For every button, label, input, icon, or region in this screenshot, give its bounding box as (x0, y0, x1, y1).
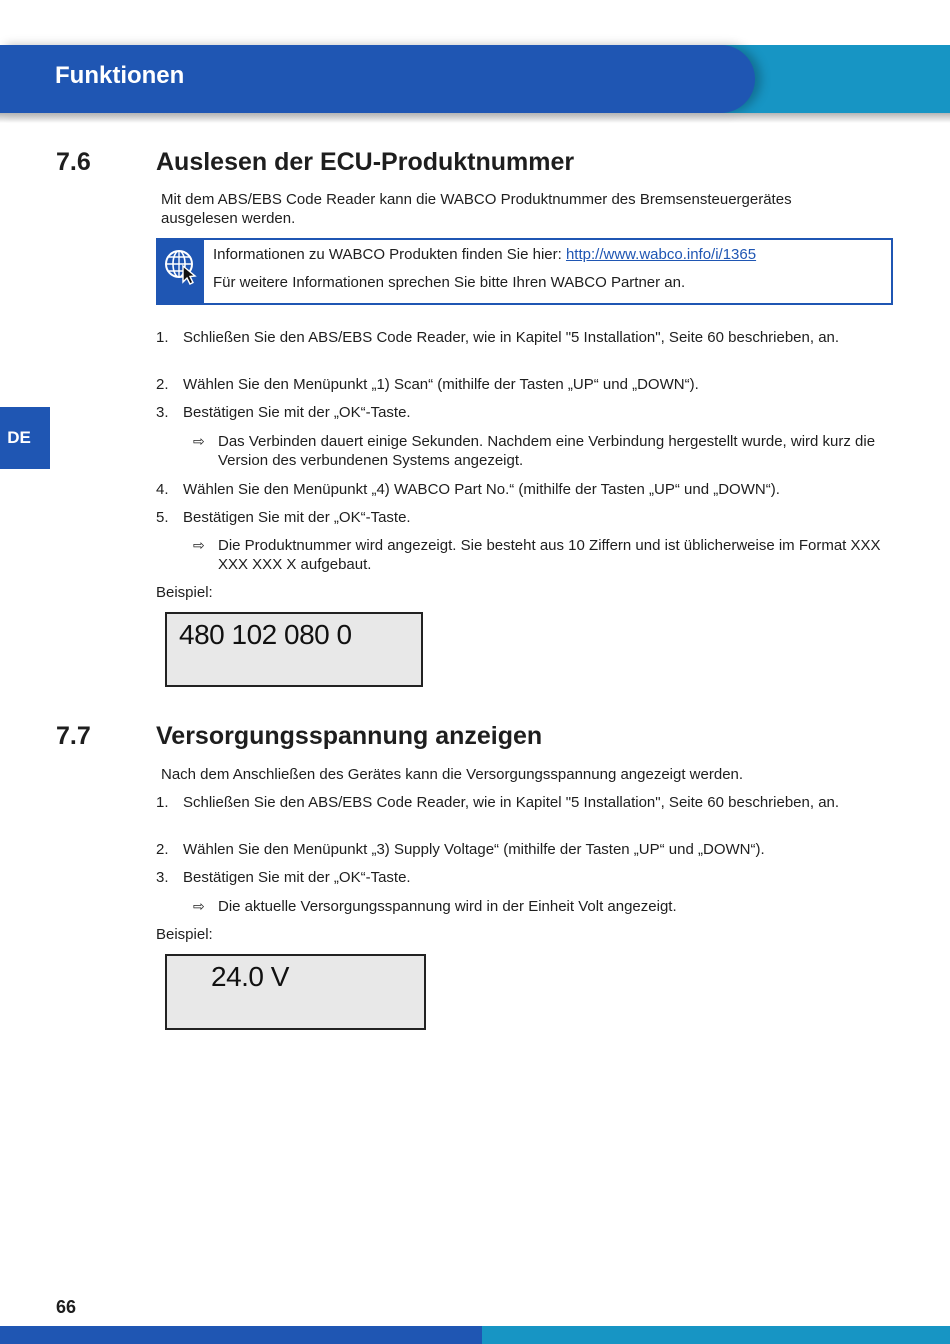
list-item (156, 868, 873, 896)
list-item (156, 508, 873, 536)
step-text: Bestätigen Sie mit der „OK“-Taste. (183, 509, 411, 526)
section-title: Versorgungsspannung anzeigen (156, 722, 543, 750)
step-number: 1. (156, 794, 169, 811)
language-tab (0, 407, 50, 469)
steps-list (156, 328, 873, 431)
result-text: Das Verbinden dauert einige Sekunden. Nachdem eine Verbindung hergestellt wurde, wird kurz die Version des verbundenen Systems angezeigt. (218, 433, 876, 469)
step-number: 1. (156, 329, 169, 346)
section-number: 7.6 (56, 148, 91, 176)
page-title: Funktionen (55, 62, 185, 89)
hollow-arrow-right-icon: ⇨ (193, 537, 205, 553)
result-text: Die Produktnummer wird angezeigt. Sie besteht aus 10 Ziffern und ist üblicherweise im Format XXX XXX XXX X aufgebaut. (218, 537, 881, 573)
display-value: 24.0 V (211, 961, 289, 992)
list-item (156, 375, 873, 403)
info-line-2: Für weitere Informationen sprechen Sie bitte Ihren WABCO Partner an. (213, 274, 686, 291)
info-box (156, 238, 893, 305)
display-screen (165, 954, 426, 1030)
step-number: 3. (156, 404, 169, 421)
steps-list-continued (156, 480, 873, 536)
display-value: 480 102 080 0 (179, 619, 352, 650)
list-item (156, 480, 873, 508)
example-label: Beispiel: (156, 926, 213, 943)
hollow-arrow-right-icon: ⇨ (193, 898, 205, 914)
result-text: Die aktuelle Versorgungsspannung wird in der Einheit Volt angezeigt. (218, 898, 677, 915)
globe-cursor-icon (163, 246, 199, 286)
footer-band-teal (482, 1326, 950, 1344)
page-number: 66 (56, 1297, 77, 1317)
step-text: Wählen Sie den Menüpunkt „1) Scan“ (mithilfe der Tasten „UP“ und „DOWN“). (183, 376, 699, 393)
step-text: Schließen Sie den ABS/EBS Code Reader, wie in Kapitel "5 Installation", Seite 60 beschrieben, an. (183, 794, 840, 811)
list-item (156, 793, 873, 840)
footer-band-blue (0, 1326, 482, 1344)
steps-list (156, 793, 873, 896)
info-text: Informationen zu WABCO Produkten finden Sie hier: (213, 246, 566, 263)
section-intro: Nach dem Anschließen des Gerätes kann die Versorgungsspannung angezeigt werden. (161, 766, 744, 783)
info-icon-panel (158, 240, 204, 303)
step-text: Wählen Sie den Menüpunkt „3) Supply Voltage“ (mithilfe der Tasten „UP“ und „DOWN“). (183, 841, 765, 858)
step-number: 4. (156, 481, 169, 498)
step-text: Schließen Sie den ABS/EBS Code Reader, wie in Kapitel "5 Installation", Seite 60 beschrieben, an. (183, 329, 840, 346)
wabco-info-link[interactable]: http://www.wabco.info/i/1365 (565, 246, 757, 263)
header-shadow (0, 113, 950, 123)
list-item (156, 840, 873, 868)
step-number: 5. (156, 509, 169, 526)
step-text: Bestätigen Sie mit der „OK“-Taste. (183, 404, 411, 421)
example-label: Beispiel: (156, 584, 213, 601)
step-number: 2. (156, 376, 169, 393)
language-tab-label: DE (7, 428, 31, 447)
step-number: 3. (156, 869, 169, 886)
section-number: 7.7 (56, 722, 91, 750)
list-item (156, 403, 873, 431)
list-item (156, 328, 873, 375)
info-line-1 (213, 245, 756, 264)
step-number: 2. (156, 841, 169, 858)
section-title: Auslesen der ECU-Produktnummer (156, 148, 575, 176)
step-text: Bestätigen Sie mit der „OK“-Taste. (183, 869, 411, 886)
hollow-arrow-right-icon: ⇨ (193, 433, 205, 449)
step-text: Wählen Sie den Menüpunkt „4) WABCO Part No.“ (mithilfe der Tasten „UP“ und „DOWN“). (183, 481, 780, 498)
section-intro: Mit dem ABS/EBS Code Reader kann die WABCO Produktnummer des Bremsensteuergerätes ausgelesen werden. (161, 191, 792, 227)
display-screen (165, 612, 423, 687)
